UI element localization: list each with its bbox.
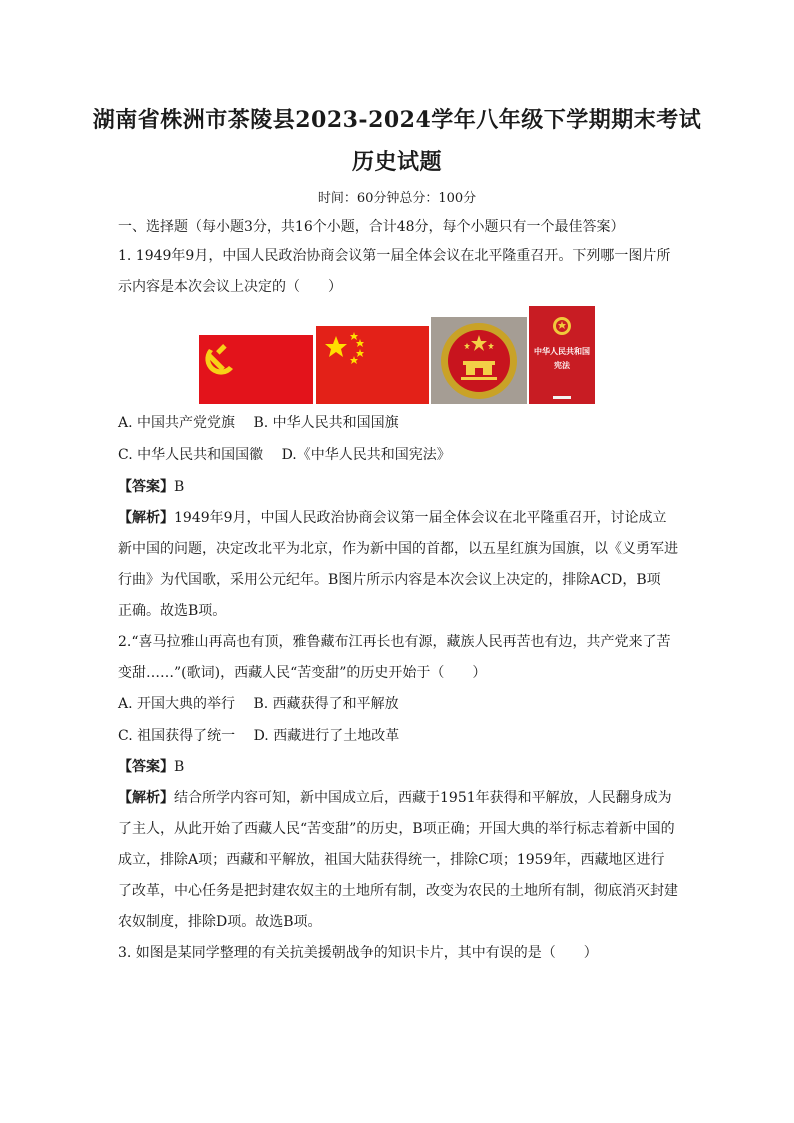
q2-stem-line-1: 2.“喜马拉雅山再高也有顶，雅鲁藏布江再长也有源，藏族人民再苦也有边，共产党来了苦: [118, 634, 671, 650]
national-emblem-image: [431, 317, 527, 404]
q1-analysis-line-4: 正确。故选B项。: [118, 603, 227, 619]
q2-options-line-2: C. 祖国获得了统一 D. 西藏进行了土地改革: [118, 728, 400, 744]
constitution-book-title: 中华人民共和国: [534, 347, 590, 356]
q1-stem-line-1: 1. 1949年9月，中国人民政治协商会议第一届全体会议在北平隆重召开。下列哪一图片所: [118, 248, 671, 264]
analysis-tag: 【解析】: [118, 510, 174, 526]
q1-stem-line-2: 示内容是本次会议上决定的（ ）: [118, 279, 342, 295]
q2-stem-line-2: 变甜……”(歌词)，西藏人民“苦变甜”的历史开始于（ ）: [118, 665, 487, 681]
q1-analysis-line-3: 行曲》为代国歌，采用公元纪年。B图片所示内容是本次会议上决定的，排除ACD，B项: [118, 572, 661, 588]
q2-answer: [118, 757, 184, 777]
q2-analysis-line-4: 了改革，中心任务是把封建农奴主的土地所有制，改变为农民的土地所有制，彻底消灭封建: [118, 883, 678, 899]
q2-analysis-line-5: 农奴制度，排除D项。故选B项。: [118, 914, 322, 930]
answer-tag: 【答案】: [118, 479, 174, 495]
q2-options-line-1: A. 开国大典的举行 B. 西藏获得了和平解放: [118, 696, 399, 712]
constitution-book-subtitle: 宪法: [554, 361, 570, 370]
exam-meta: 时间：60分钟总分：100分: [317, 191, 477, 206]
q1-options-line-1: A. 中国共产党党旗 B. 中华人民共和国国旗: [118, 415, 399, 431]
constitution-book-image: [529, 306, 595, 404]
analysis-text: 1949年9月，中国人民政治协商会议第一届全体会议在北平隆重召开，讨论成立: [174, 510, 667, 526]
party-flag-image: [199, 335, 313, 404]
emblem-icon: [431, 317, 527, 404]
q3-stem-line-1: 3. 如图是某同学整理的有关抗美援朝战争的知识卡片，其中有误的是（ ）: [118, 945, 598, 961]
q2-analysis-line-3: 成立，排除A项；西藏和平解放，祖国大陆获得统一，排除C项；1959年，西藏地区进行: [118, 852, 665, 868]
title-line-2: 历史试题: [351, 149, 442, 175]
answer-value: B: [174, 759, 185, 775]
analysis-tag: 【解析】: [118, 790, 174, 806]
q1-analysis-line-2: 新中国的问题，决定改北平为北京，作为新中国的首都，以五星红旗为国旗，以《义勇军进: [118, 541, 678, 557]
q1-answer: [118, 477, 184, 497]
q1-image-row: [199, 306, 595, 404]
section-heading: 一、选择题（每小题3分，共16个小题，合计48分，每个小题只有一个最佳答案）: [118, 219, 625, 235]
national-flag-image: [316, 326, 429, 404]
five-stars-icon: [316, 326, 429, 404]
title-line-1: 湖南省株洲市茶陵县2023-2024学年八年级下学期期末考试: [92, 107, 702, 133]
answer-tag: 【答案】: [118, 759, 174, 775]
q2-analysis-line-1: [118, 788, 672, 808]
q1-options-line-2: C. 中华人民共和国国徽 D.《中华人民共和国宪法》: [118, 447, 451, 463]
q1-analysis-line-1: [118, 508, 667, 528]
hammer-sickle-icon: [199, 335, 313, 404]
q2-analysis-line-2: 了主人，从此开始了西藏人民“苦变甜”的历史，B项正确；开国大典的举行标志着新中国的: [118, 821, 675, 837]
answer-value: B: [174, 479, 185, 495]
analysis-text: 结合所学内容可知，新中国成立后，西藏于1951年获得和平解放，人民翻身成为: [174, 790, 672, 806]
